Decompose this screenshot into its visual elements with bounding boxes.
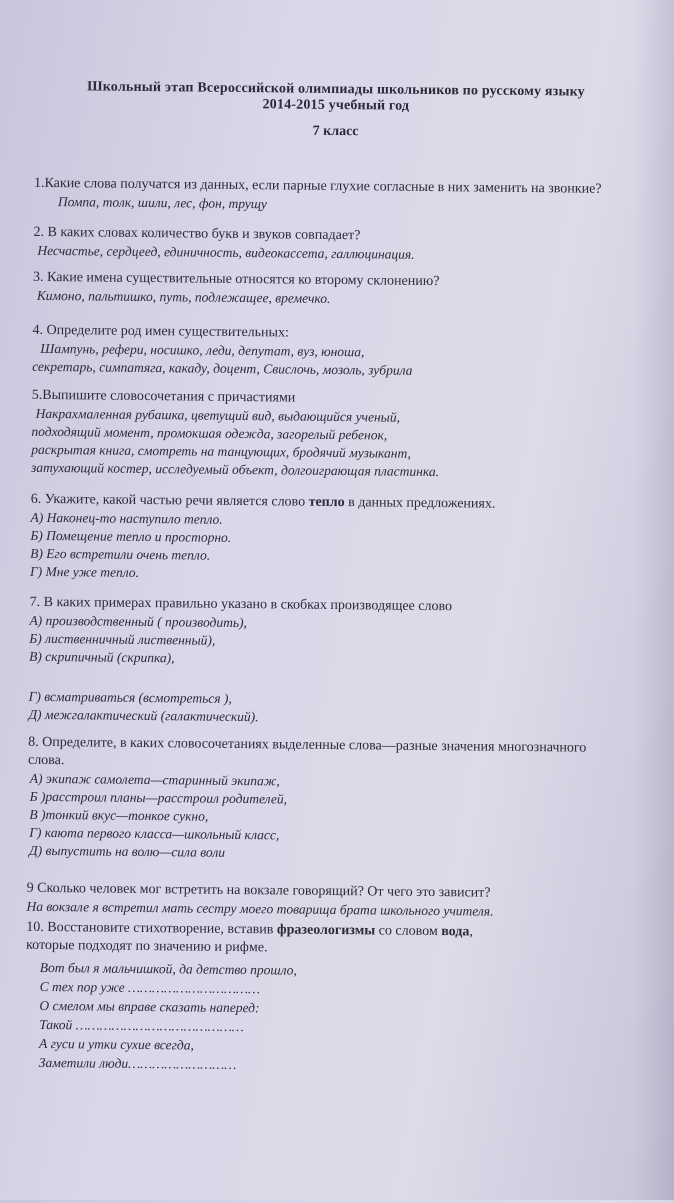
question-6-option: Б) Помещение тепло и просторно. (30, 527, 232, 545)
question-5-phrases (31, 405, 652, 483)
question-7-option: Б) лиственничный лиственный), (29, 630, 216, 648)
question-9-sentence: На вокзале я встретил мать сестру моего товарища брата школьного учителя. (26, 898, 494, 919)
question-8-options (29, 770, 648, 866)
poem-line: Заметили люди……………………… (38, 1054, 237, 1073)
poem-line: Такой …………………………………… (39, 1016, 244, 1035)
question-7-option: А) производственный ( производить), (29, 612, 248, 631)
question-8-text-line-2: слова. (27, 752, 65, 769)
question-8-option: Г) каюта первого класса—школьный класс, (29, 824, 280, 843)
question-8-option: Б )расстроил планы—расстроил родителей, (29, 788, 288, 807)
question-6-option: А) Наконец-то наступило тепло. (30, 509, 223, 527)
question-7-text: 7. В каких примерах правильно указано в скобках производящее слово (29, 594, 453, 615)
question-6-text-after: в данных предложениях. (344, 495, 496, 512)
question-5-line: подходящий момент, промокшая одежда, загорелый ребенок, (31, 423, 388, 443)
question-1-text: 1.Какие слова получатся из данных, если парные глухие согласные в них заменить на звонкие? (33, 175, 602, 197)
question-4-words-line-1: Шампунь, рефери, носишко, леди, депутат, вуз, юноша, (40, 340, 365, 360)
question-10-text-before: 10. Восстановите стихотворение, вставив (26, 919, 277, 938)
question-4-words (32, 340, 652, 382)
question-3-text: 3. Какие имена существительные относятся ко второму склонению? (33, 269, 440, 290)
question-2-words: Несчастье, сердцеед, единичность, видеокассета, галлюцинация. (37, 242, 415, 262)
question-3-words: Кимоно, пальтишко, путь, подлежащее, времечко. (36, 287, 331, 306)
question-4-text: 4. Определите род имен существительных: (32, 322, 289, 341)
question-10-keyword-1: фразеологизмы (276, 922, 376, 939)
poem-line: А гуси и утки сухие всегда, (38, 1035, 194, 1053)
poem-line: С тех пор уже …………………………… (39, 978, 261, 997)
question-6-keyword: тепло (308, 494, 345, 511)
poem-line: О смелом мы вправе сказать наперед: (39, 997, 260, 1016)
question-6-option: Г) Мне уже тепло. (29, 563, 140, 580)
question-7-options (28, 612, 649, 730)
question-8-option: Д) выпустить на волю—сила воли (29, 842, 226, 860)
question-10-text-after: , (469, 924, 473, 940)
question-6-options (30, 509, 651, 587)
question-8-option: А) экипаж самолета—старинный экипаж, (29, 770, 280, 789)
poem-line: Вот был я мальчишкой, да детство прошло, (39, 959, 297, 978)
question-6-option: В) Его встретили очень тепло. (30, 545, 211, 563)
olympiad-title (0, 78, 673, 117)
question-7-option: Г) всматриваться (всмотреться ), (28, 688, 232, 706)
question-10-poem (39, 958, 646, 1078)
question-10-text-mid: со словом (375, 923, 442, 940)
question-10 (26, 919, 650, 962)
question-2-text: 2. В каких словах количество букв и звуков совпадает? (33, 224, 361, 244)
question-10-text-line-2: которые подходят по значению и рифме. (26, 937, 268, 956)
question-8-text-line-1: 8. Определите, в каких словосочетаниях выделенные слова—разные значения многозначного (28, 734, 587, 756)
question-1-words: Помпа, толк, шили, лес, фон, трущу (57, 194, 267, 212)
question-5-text: 5.Выпишите словосочетания с причастиями (31, 387, 296, 406)
question-4-words-line-2: секретарь, симпатяга, какаду, доцент, Свислочь, мозоль, зубрила (32, 358, 413, 378)
title-line-2: 2014-2015 учебный год (262, 97, 410, 114)
question-7-option: В) скрипичный (скрипка), (29, 648, 175, 666)
question-10-keyword-2: вода (441, 924, 470, 940)
question-6-text-before: 6. Укажите, какой частью речи является слово (30, 491, 309, 510)
title-line-1: Школьный этап Всероссийской олимпиады школьников по русскому языку (87, 79, 586, 100)
question-8-option: В )тонкий вкус—тонкое сукно, (29, 806, 209, 824)
question-5-line: затухающий костер, исследуемый объект, долгоиграющая пластинка. (31, 459, 440, 480)
question-7-option: Д) межгалактический (галактический). (28, 706, 259, 725)
question-5-line: раскрытая книга, смотреть на танцующих, бродячий музыкант, (31, 441, 412, 461)
grade-label: 7 класс (312, 123, 359, 140)
question-5-line: Накрахмаленная рубашка, цветущий вид, выдающийся ученый, (35, 405, 401, 425)
question-9-text: 9 Сколько человек мог встретить на вокзале говорящий? От чего это зависит? (26, 880, 491, 901)
